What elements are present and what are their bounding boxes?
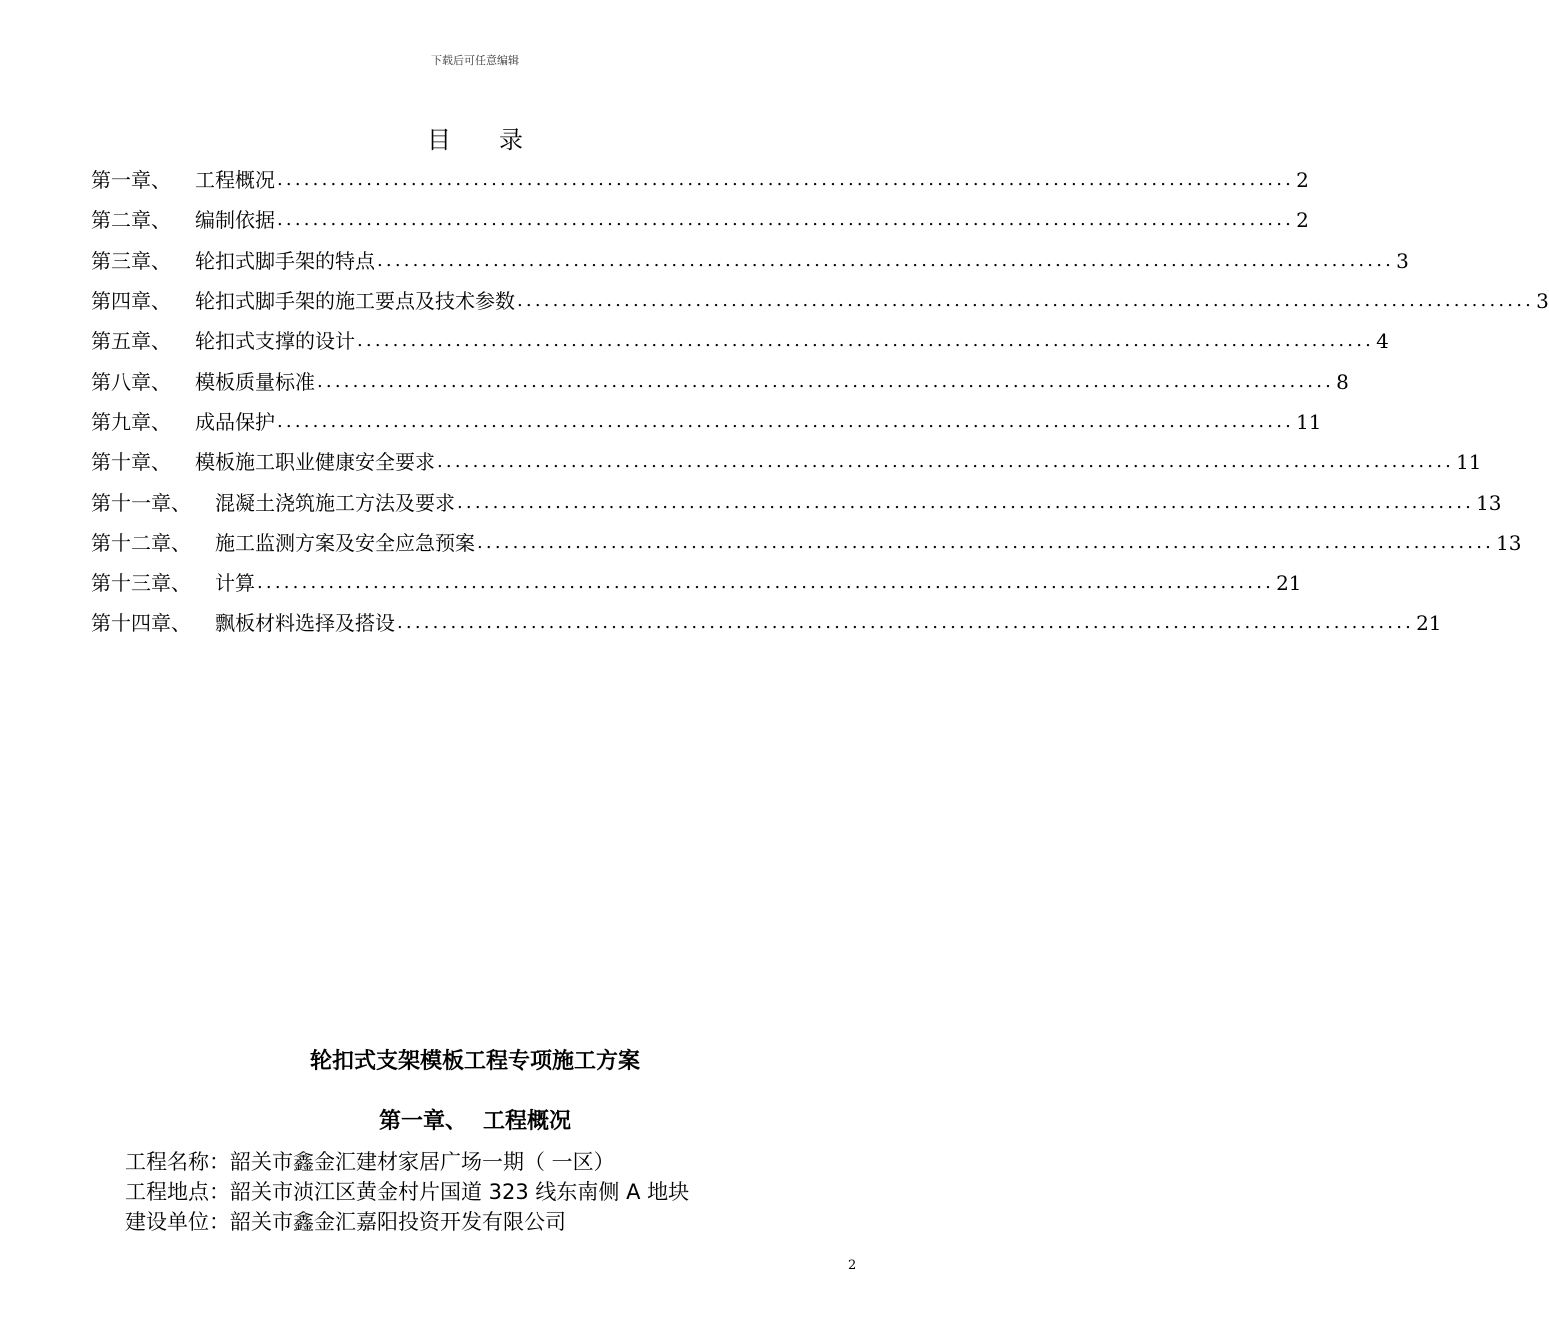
toc-entry[interactable] <box>91 361 1349 401</box>
toc-chapter-number: 第十章、 <box>91 450 171 475</box>
info-value: 韶关市鑫金汇嘉阳投资开发有限公司 <box>230 1210 566 1234</box>
info-row <box>125 1207 885 1237</box>
toc-dot-leader: .................................................................................................................. <box>257 572 1275 594</box>
toc-entry[interactable] <box>91 402 1322 442</box>
toc-page-number: 21 <box>1276 571 1302 596</box>
toc-chapter-number: 第十三章、 <box>91 571 191 596</box>
info-value: 韶关市鑫金汇建材家居广场一期（ 一区） <box>230 1150 615 1174</box>
info-row <box>125 1147 885 1177</box>
toc-chapter-number: 第八章、 <box>91 369 171 394</box>
toc-page-number: 13 <box>1476 490 1502 515</box>
toc-chapter-name: 模板质量标准 <box>195 369 315 394</box>
info-value: 韶关市浈江区黄金村片国道 323 线东南侧 A 地块 <box>230 1180 690 1204</box>
toc-chapter-number: 第三章、 <box>91 248 171 273</box>
toc-chapter-number: 第十四章、 <box>91 611 191 636</box>
toc-entry[interactable] <box>91 241 1409 281</box>
chapter-heading <box>0 1104 950 1135</box>
toc-page-number: 3 <box>1536 289 1549 314</box>
toc-chapter-name: 工程概况 <box>195 168 275 193</box>
toc-page-number: 13 <box>1496 530 1522 555</box>
toc-chapter-name: 施工监测方案及安全应急预案 <box>215 530 475 555</box>
document-title: 轮扣式支架模板工程专项施工方案 <box>309 1049 640 1074</box>
toc-chapter-name: 轮扣式脚手架的施工要点及技术参数 <box>195 289 515 314</box>
toc-chapter-name: 成品保护 <box>195 409 275 434</box>
toc-dot-leader: .................................................................................................................. <box>397 612 1415 634</box>
page-number: 2 <box>848 1258 857 1273</box>
toc-page-number: 21 <box>1416 611 1442 636</box>
toc-dot-leader: .................................................................................................................. <box>277 169 1295 191</box>
toc-dot-leader: .................................................................................................................. <box>517 290 1535 312</box>
toc-dot-leader: .................................................................................................................. <box>277 209 1295 231</box>
toc-chapter-name: 计算 <box>215 571 255 596</box>
toc-chapter-number: 第一章、 <box>91 168 171 193</box>
info-row <box>125 1177 885 1207</box>
toc-entry[interactable] <box>91 160 1309 200</box>
toc-page-number: 2 <box>1296 168 1309 193</box>
toc-entry[interactable] <box>91 603 1442 643</box>
toc-page-number: 2 <box>1296 208 1309 233</box>
toc-chapter-name: 编制依据 <box>195 208 275 233</box>
chapter-heading-title: 工程概况 <box>483 1109 572 1134</box>
toc-entry[interactable] <box>91 563 1302 603</box>
toc-entry[interactable] <box>91 482 1502 522</box>
toc-title: 目录 <box>427 126 571 154</box>
toc-chapter-number: 第五章、 <box>91 329 171 354</box>
page-header-note: 下载后可任意编辑 <box>431 54 519 67</box>
toc-chapter-name: 轮扣式脚手架的特点 <box>195 248 375 273</box>
chapter-heading-number: 第一章、 <box>378 1109 467 1134</box>
toc-dot-leader: .................................................................................................................. <box>477 531 1495 553</box>
toc-chapter-number: 第十二章、 <box>91 530 191 555</box>
toc-chapter-number: 第十一章、 <box>91 490 191 515</box>
toc-chapter-name: 飘板材料选择及搭设 <box>215 611 395 636</box>
table-of-contents <box>91 160 1549 644</box>
toc-page-number: 4 <box>1376 329 1389 354</box>
toc-chapter-number: 第二章、 <box>91 208 171 233</box>
toc-page-number: 3 <box>1396 248 1409 273</box>
toc-page-number: 11 <box>1456 450 1482 475</box>
toc-dot-leader: .................................................................................................................. <box>437 451 1455 473</box>
toc-chapter-name: 模板施工职业健康安全要求 <box>195 450 435 475</box>
project-info <box>125 1147 885 1237</box>
toc-dot-leader: .................................................................................................................. <box>357 330 1375 352</box>
toc-chapter-number: 第四章、 <box>91 289 171 314</box>
toc-page-number: 8 <box>1336 369 1349 394</box>
info-label: 建设单位： <box>125 1210 230 1234</box>
toc-entry[interactable] <box>91 442 1482 482</box>
toc-entry[interactable] <box>91 321 1389 361</box>
toc-entry[interactable] <box>91 523 1522 563</box>
toc-dot-leader: .................................................................................................................. <box>457 491 1475 513</box>
toc-entry[interactable] <box>91 200 1309 240</box>
toc-chapter-name: 混凝土浇筑施工方法及要求 <box>215 490 455 515</box>
toc-dot-leader: .................................................................................................................. <box>277 410 1295 432</box>
info-label: 工程地点： <box>125 1180 230 1204</box>
toc-chapter-number: 第九章、 <box>91 409 171 434</box>
toc-dot-leader: .................................................................................................................. <box>317 370 1335 392</box>
toc-page-number: 11 <box>1296 409 1322 434</box>
info-label: 工程名称： <box>125 1150 230 1174</box>
toc-chapter-name: 轮扣式支撑的设计 <box>195 329 355 354</box>
toc-dot-leader: .................................................................................................................. <box>377 249 1395 271</box>
toc-entry[interactable] <box>91 281 1549 321</box>
